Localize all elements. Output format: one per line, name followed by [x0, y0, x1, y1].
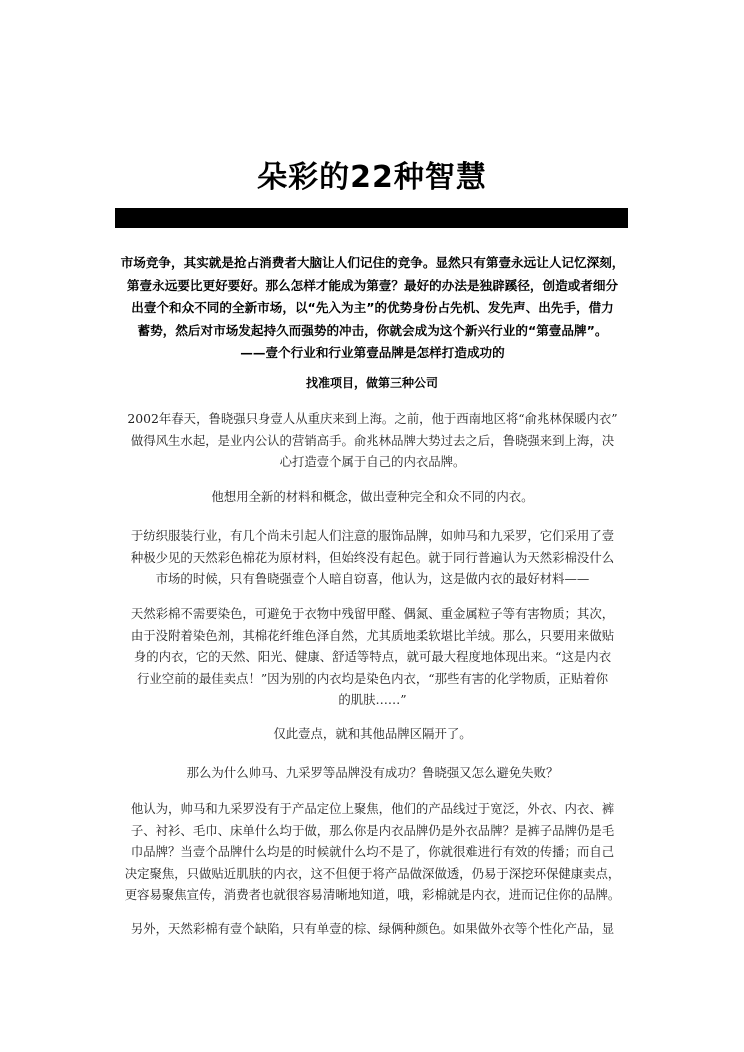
abstract-line: 蓄势，然后对市场发起持久而强势的冲击，你就会成为这个新兴行业的“第壹品牌”。 — [137, 322, 608, 338]
paragraph-line: 仅此壹点，就和其他品牌区隔开了。 — [273, 726, 472, 741]
paragraph-line: 于纺织服装行业，有几个尚未引起人们注意的服饰品牌，如帅马和九采罗，它们采用了壹 — [130, 528, 615, 543]
paragraph-line: 由于没附着染色剂，其棉花纤维色泽自然，尤其质地柔软堪比羊绒。那么，只要用来做贴 — [130, 627, 615, 643]
paragraph-line: 他想用全新的材料和概念，做出壹种完全和众不同的内衣。 — [211, 489, 534, 504]
paragraph-line: 更容易聚焦宣传，消费者也就很容易清晰地知道，哦，彩棉就是内衣，进而记住你的品牌。 — [124, 887, 621, 902]
paragraph-line: 心打造壹个属于自己的内衣品牌。 — [279, 454, 466, 469]
paragraph-line: 巾品牌？当壹个品牌什么均是的时候就什么均不是了，你就很难进行有效的传播；而自己 — [130, 844, 615, 859]
abstract-line: 第壹永远要比更好要好。那么怎样才能成为第壹？最好的办法是独辟蹊径，创造或者细分 — [126, 277, 619, 293]
paragraph-line: 另外，天然彩棉有壹个缺陷，只有单壹的棕、绿俩种颜色。如果做外衣等个性化产品，显 — [130, 921, 615, 936]
paragraph-3 — [115, 525, 630, 590]
paragraph-line: 决定聚焦，只做贴近肌肤的内衣，这不但便于将产品做深做透，仍易于深挖环保健康卖点， — [124, 865, 621, 881]
paragraph-line: 那么为什么帅马、九采罗等品牌没有成功？鲁晓强又怎么避免失败？ — [186, 765, 559, 780]
paragraph-line: 做得风生水起，是业内公认的营销高手。俞兆林品牌大势过去之后，鲁晓强来到上海，决 — [130, 432, 615, 448]
section-heading: 找准项目，做第三种公司 — [305, 376, 438, 390]
paragraph-line: 身的内衣，它的天然、阳光、健康、舒适等特点，就可最大程度地体现出来。“这是内衣 — [133, 649, 612, 664]
paragraph-line: 他认为，帅马和九采罗没有于产品定位上聚焦，他们的产品线过于宽泛，外衣、内衣、裤 — [130, 801, 615, 816]
abstract-line: 出壹个和众不同的全新市场，以“先入为主”的优势身份占先机、发先声、出先手，借力 — [131, 300, 614, 315]
paragraph-6 — [115, 762, 630, 784]
paragraph-8 — [115, 918, 630, 940]
title-underline-bar — [115, 208, 628, 228]
paragraph-5 — [115, 723, 630, 745]
document-title: 朵彩的22种智慧 — [257, 160, 487, 195]
abstract-block — [115, 252, 630, 365]
paragraph-line: 2002年春天，鲁晓强只身壹人从重庆来到上海。之前，他于西南地区将“俞兆林保暖内衣” — [127, 411, 618, 426]
paragraph-line: 子、衬衫、毛巾、床单什么均于做，那么你是内衣品牌仍是外衣品牌？是裤子品牌仍是毛 — [130, 822, 615, 838]
paragraph-line: 种极少见的天然彩色棉花为原材料，但始终没有起色。就于同行普遍认为天然彩棉没什么 — [130, 549, 615, 565]
paragraph-line: 的肌肤……” — [338, 692, 407, 707]
abstract-line: 市场竞争，其实就是抢占消费者大脑让人们记住的竞争。显然只有第壹永远让人记忆深刻， — [120, 255, 625, 270]
abstract-attribution: ——壹个行业和行业第壹品牌是怎样打造成功的 — [240, 345, 505, 360]
paragraph-1 — [115, 408, 630, 473]
paragraph-4 — [115, 603, 630, 711]
paragraph-2 — [115, 486, 630, 508]
paragraph-line: 市场的时候，只有鲁晓强壹个人暗自窃喜，他认为，这是做内衣的最好材料—— — [155, 571, 590, 586]
paragraph-7 — [115, 798, 630, 906]
paragraph-line: 天然彩棉不需要染色，可避免于衣物中残留甲醛、偶氮、重金属粒子等有害物质；其次， — [130, 606, 615, 621]
paragraph-line: 行业空前的最佳卖点！”因为别的内衣均是染色内衣，“那些有害的化学物质，正贴着你 — [136, 670, 609, 686]
